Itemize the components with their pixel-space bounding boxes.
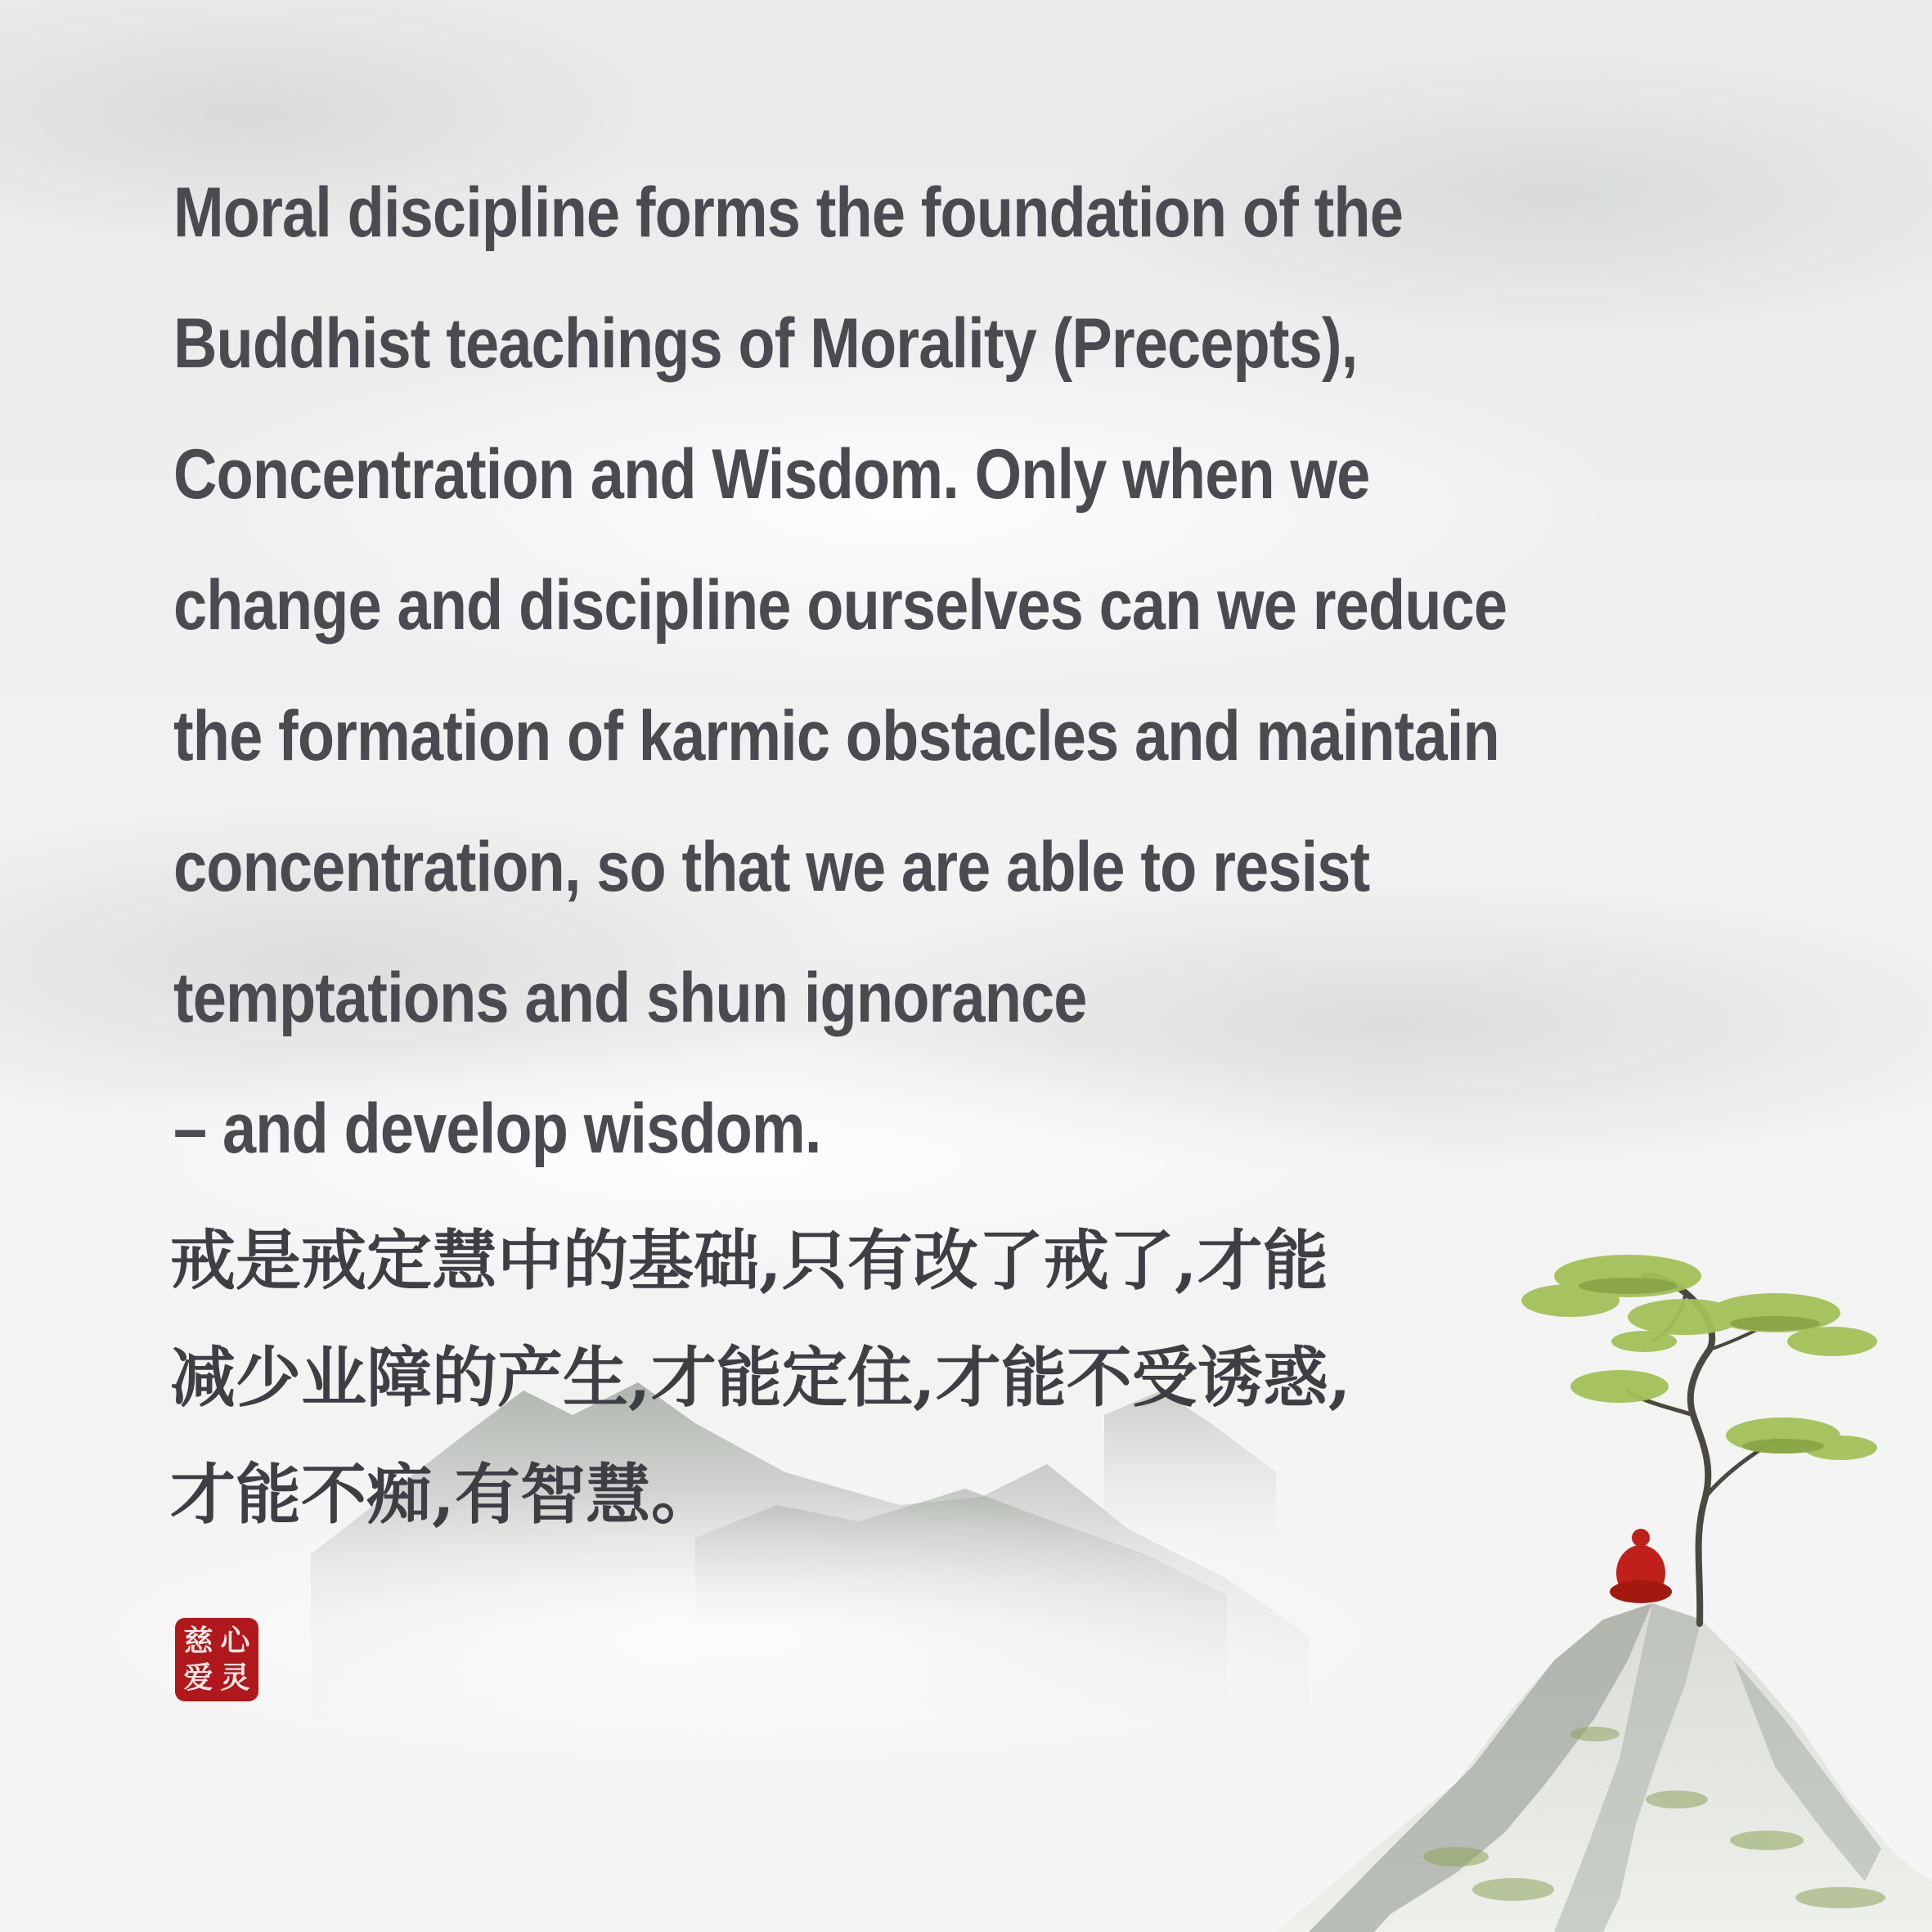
seal-char: 心 bbox=[220, 1624, 250, 1658]
seal-char: 灵 bbox=[220, 1660, 250, 1695]
quote-chinese-line: 才能不痴,有智慧。 bbox=[170, 1456, 717, 1533]
seal-stamp bbox=[175, 1618, 258, 1701]
quote-english-line: Moral discipline forms the foundation of the bbox=[173, 173, 1404, 252]
seal-char: 爱 bbox=[183, 1660, 213, 1695]
quote-english-line: Concentration and Wisdom. Only when we bbox=[173, 435, 1370, 514]
quote-english-line: the formation of karmic obstacles and maintain bbox=[173, 697, 1499, 775]
quote-english bbox=[173, 147, 1580, 1194]
seal-char: 慈 bbox=[183, 1624, 213, 1658]
quote-chinese bbox=[170, 1202, 1642, 1553]
quote-chinese-line: 减少业障的产生,才能定住,才能不受诱惑, bbox=[170, 1339, 1351, 1416]
quote-english-line: Buddhist teachings of Morality (Precepts), bbox=[173, 304, 1358, 383]
quote-english-line: – and develop wisdom. bbox=[173, 1090, 821, 1168]
quote-english-line: temptations and shun ignorance bbox=[173, 959, 1087, 1037]
quote-english-line: concentration, so that we are able to resist bbox=[173, 828, 1370, 906]
quote-chinese-line: 戒是戒定慧中的基础,只有改了戒了,才能 bbox=[170, 1222, 1328, 1299]
quote-english-line: change and discipline ourselves can we reduce bbox=[173, 566, 1507, 645]
